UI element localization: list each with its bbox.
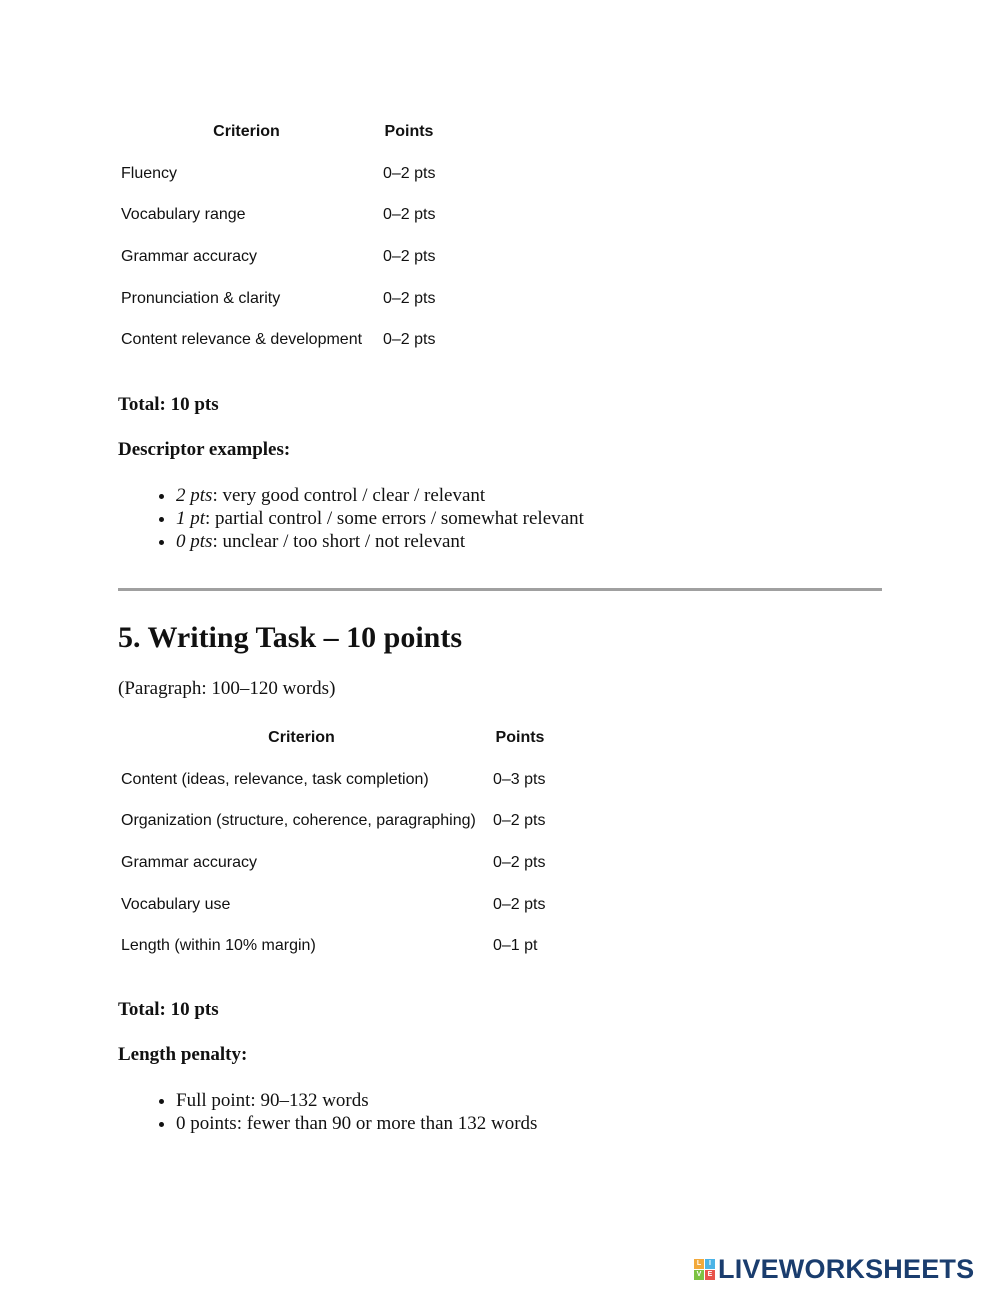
points-cell: 0–1 pt	[493, 937, 538, 955]
penalty-list	[118, 1089, 537, 1135]
points-cell: 0–2 pts	[383, 289, 436, 307]
points-header: Points	[495, 729, 545, 746]
criterion-cell: Vocabulary range	[121, 206, 246, 224]
table-header-row	[114, 717, 551, 759]
table-header-row	[114, 111, 439, 153]
table-row	[114, 236, 439, 278]
points-cell: 0–2 pts	[383, 164, 436, 182]
criterion-cell: Content relevance & development	[121, 331, 363, 349]
list-item: • 0 points: fewer than 90 or more than 132 words	[176, 1112, 537, 1135]
points-header: Points	[384, 123, 434, 140]
points-cell: 0–2 pts	[383, 247, 436, 265]
table-row	[114, 195, 439, 237]
criterion-cell: Length (within 10% margin)	[121, 937, 316, 955]
descriptor-list	[118, 484, 584, 553]
criterion-header: Criterion	[268, 729, 335, 746]
criterion-cell: Pronunciation & clarity	[121, 289, 281, 307]
criterion-cell: Grammar accuracy	[121, 247, 258, 265]
writing-rubric-table	[114, 717, 551, 967]
criterion-cell: Grammar accuracy	[121, 853, 258, 871]
speaking-rubric-table	[114, 111, 439, 361]
section-note: (Paragraph: 100–120 words)	[118, 678, 336, 699]
points-cell: 0–3 pts	[493, 770, 546, 788]
criterion-cell: Fluency	[121, 164, 178, 182]
logo-mark-cell: I	[705, 1259, 715, 1269]
descriptor-text: : unclear / too short / not relevant	[212, 531, 466, 552]
section-divider	[118, 588, 882, 591]
list-item	[176, 530, 584, 553]
table-row	[114, 759, 551, 801]
points-cell: 0–2 pts	[383, 331, 436, 349]
table-row	[114, 801, 551, 843]
table-row	[114, 884, 551, 926]
criterion-cell: Content (ideas, relevance, task completion)	[121, 770, 429, 788]
descriptor-text: : partial control / some errors / somewhat relevant	[205, 508, 584, 529]
logo-text: LIVEWORKSHEETS	[718, 1253, 975, 1284]
table-row	[114, 842, 551, 884]
descriptor-heading: Descriptor examples:	[118, 439, 291, 460]
section-title: 5. Writing Task – 10 points	[118, 621, 463, 654]
descriptor-level: 2 pts	[176, 485, 213, 506]
table-row	[114, 278, 439, 320]
logo-mark-cell: V	[694, 1270, 704, 1280]
points-cell: 0–2 pts	[493, 812, 546, 830]
list-item	[176, 484, 584, 507]
points-cell: 0–2 pts	[383, 206, 436, 224]
writing-total: Total: 10 pts	[118, 999, 219, 1020]
criterion-header: Criterion	[213, 123, 280, 140]
descriptor-level: 1 pt	[176, 508, 206, 529]
descriptor-level: 0 pts	[176, 531, 213, 552]
points-cell: 0–2 pts	[493, 853, 546, 871]
list-item: • Full point: 90–132 words	[176, 1089, 537, 1112]
table-row	[114, 319, 439, 361]
logo-mark-cell: L	[694, 1259, 704, 1269]
table-row	[114, 153, 439, 195]
list-item	[176, 507, 584, 530]
length-penalty-heading: Length penalty:	[118, 1044, 248, 1065]
speaking-total: Total: 10 pts	[118, 394, 219, 415]
descriptor-text: : very good control / clear / relevant	[212, 485, 486, 506]
logo-mark-icon	[694, 1259, 715, 1280]
points-cell: 0–2 pts	[493, 895, 546, 913]
criterion-cell: Vocabulary use	[121, 895, 231, 913]
table-row	[114, 925, 551, 967]
logo-mark-cell: E	[705, 1270, 715, 1280]
liveworksheets-logo	[694, 1253, 974, 1285]
criterion-cell: Organization (structure, coherence, paragraphing)	[121, 812, 476, 830]
